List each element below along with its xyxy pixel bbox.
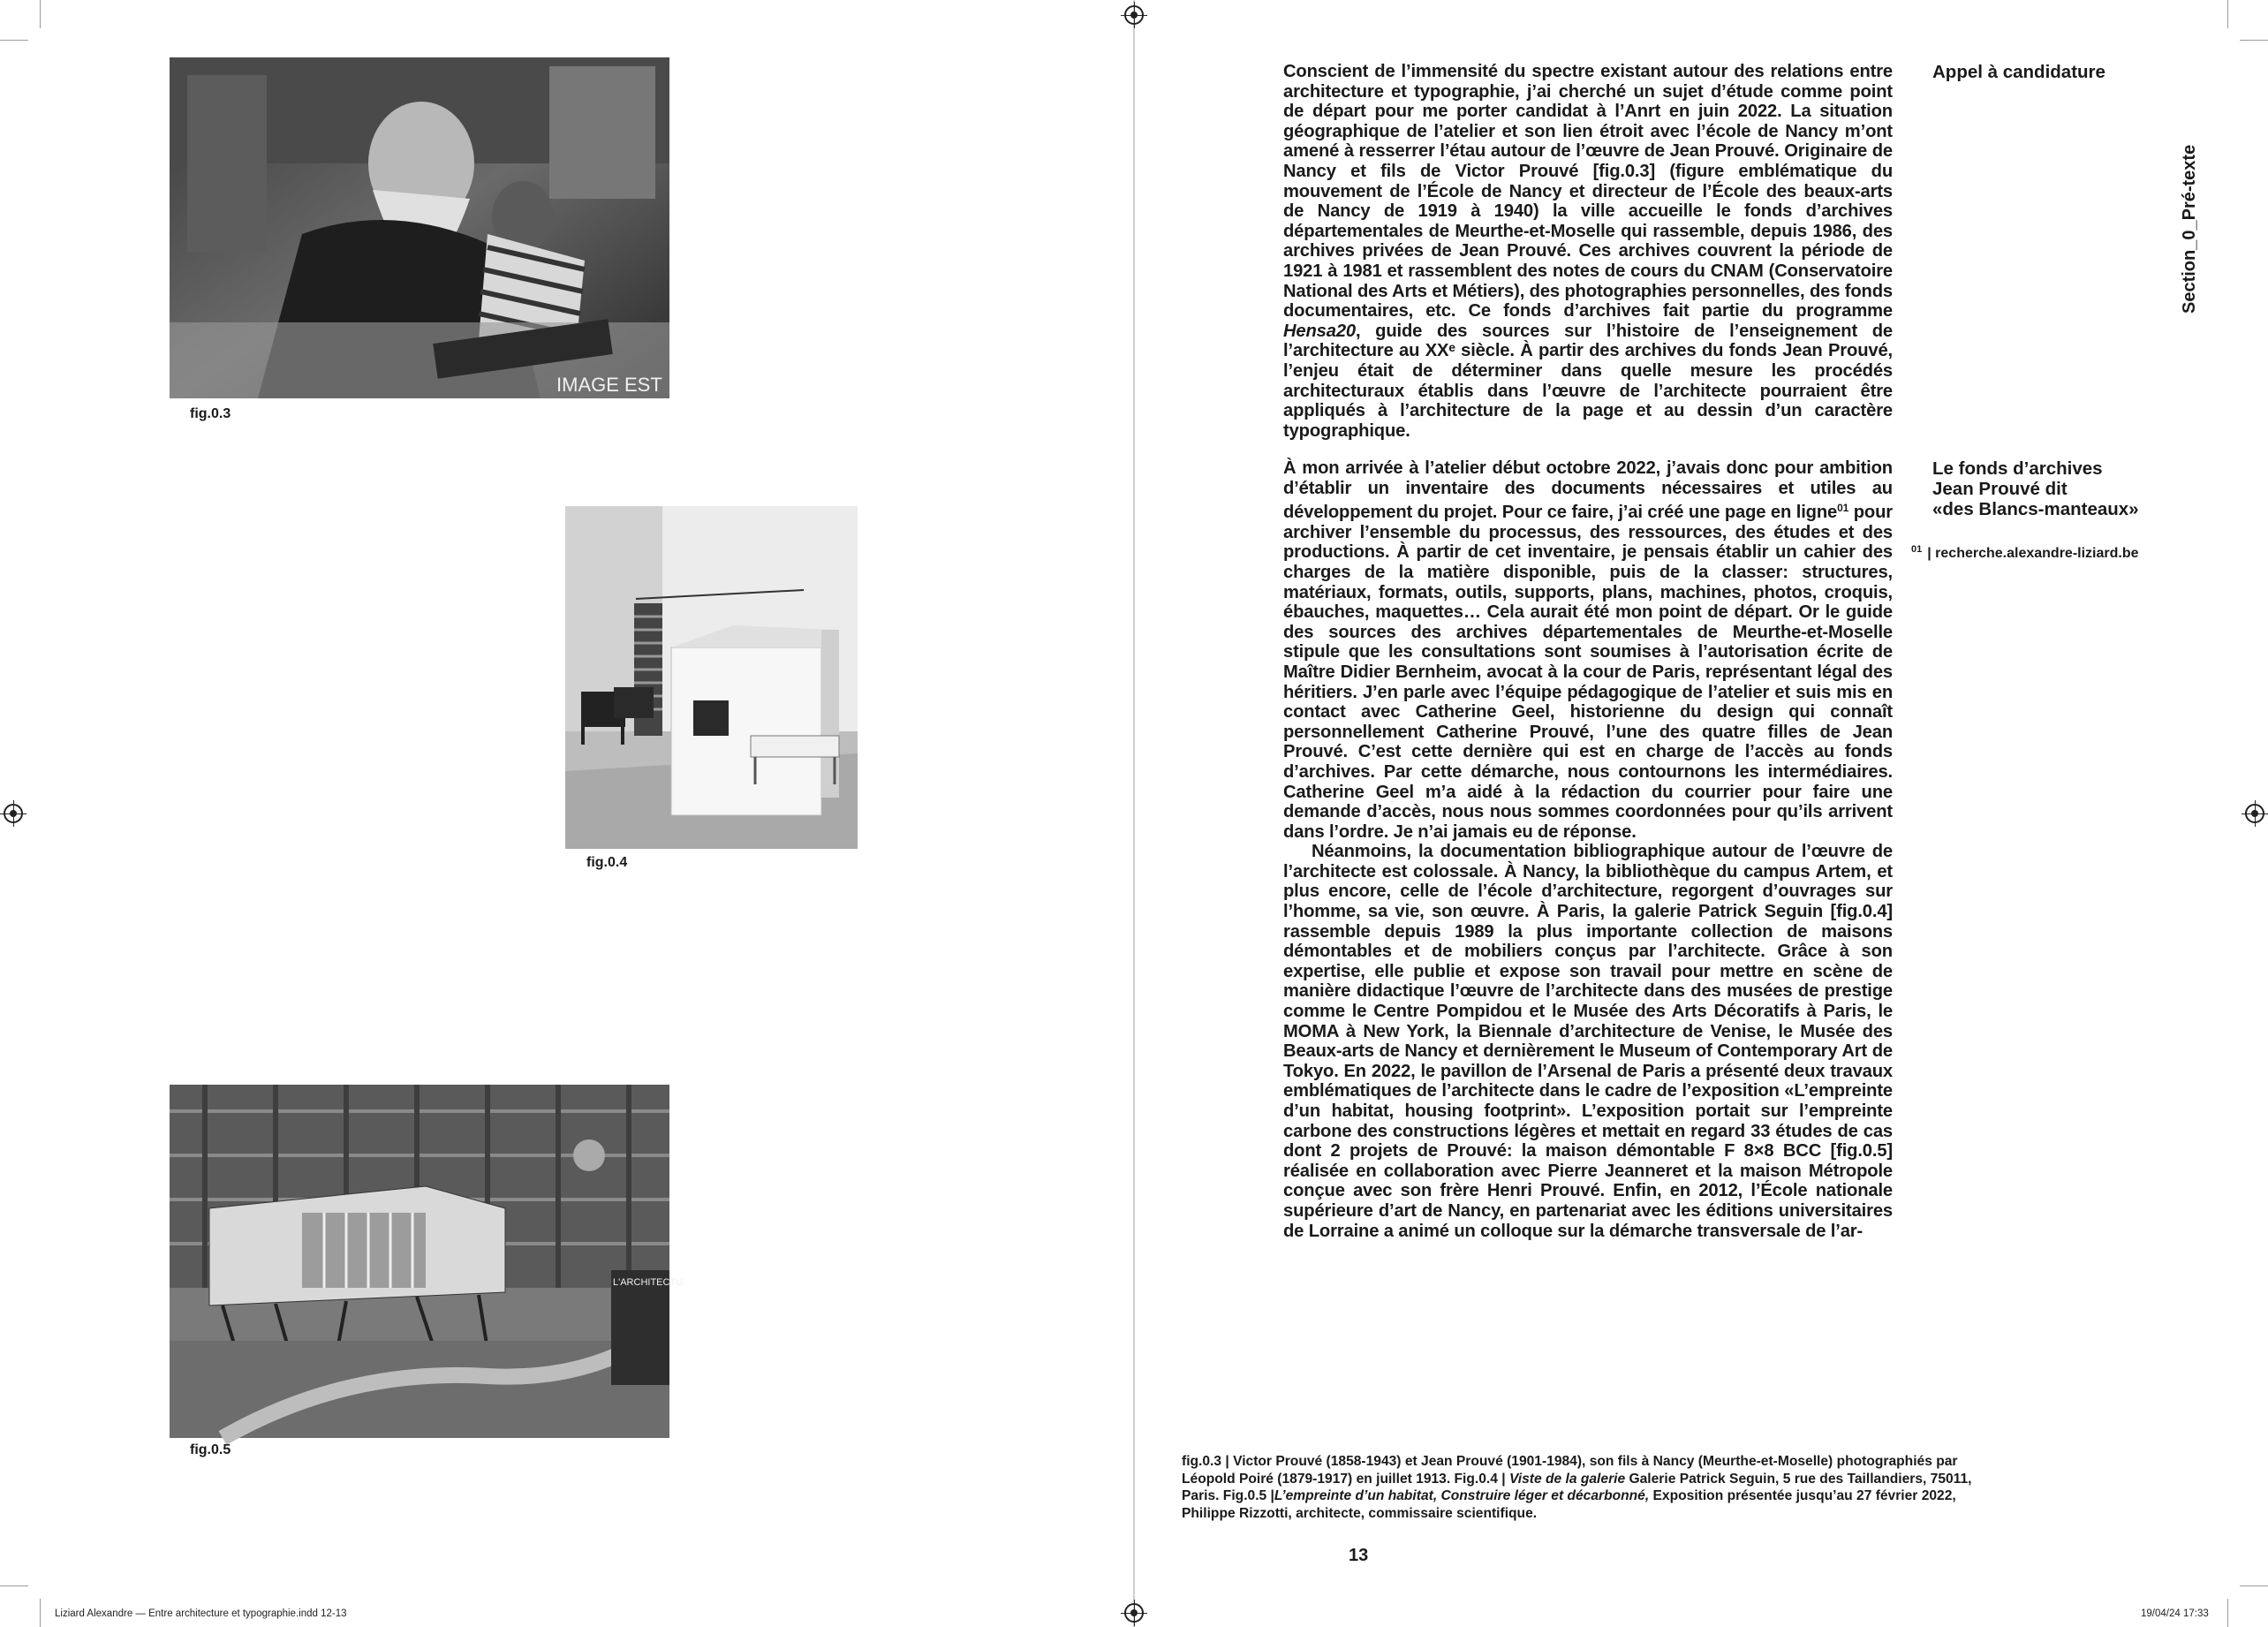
figure-photo-victor-jean-prouve [170,57,669,398]
footnote: $^{01}$ | recherche.alexandre-liziard.be [1911,544,2139,561]
figure-caption: fig.0.3 | Victor Prouvé (1858-1943) et Jean Prouvé (1901-1984), son fils à Nancy (Meurthe-et-Moselle) photographiés par Léopold Poiré (1879-1917) en juillet 1913. Fig.0.4 | Viste de la galerie Galerie Patrick Seguin, 5 rue des Taillandiers, 75011, Paris. Fig.0.5 |L’empreinte d’un habitat, Construire léger et décarbonné, Exposition présentée jusqu’au 27 février 2022, Philippe Rizzotti, architecte, commissaire scientifique. [1182,1454,1972,1521]
crop-mark [40,1599,41,1627]
crop-mark [2240,40,2268,41]
crop-mark [0,1585,28,1586]
registration-mark-icon [4,804,23,823]
figure-photo-maison-demontable [170,1085,684,1438]
figure-photo-galerie-seguin [565,506,858,849]
crop-mark [2240,1585,2268,1586]
figure-label: fig.0.3 [190,406,231,421]
sidenote-fonds: Le fonds d’archives Jean Prouvé dit «des Blancs-manteaux» [1932,458,2139,519]
figure-label: fig.0.4 [586,855,628,870]
body-paragraph-2: À mon arrivée à l’atelier début octobre 2022, j’avais donc pour ambition d’établir un inventaire des documents nécessaires et utiles au développement du projet. Pour ce faire, j’ai créé une page en ligne$^{01}$ pour archiver l’ensemble du processus, des ressources, des études et des productions. À partir de cet inventaire, je pensais établir un cahier des charges de la matière disponible, puis de la classer: structures, matériaux, formats, outils, supports, plans, machines, photos, croquis, ébauches, maquettes… Cela aurait été mon point de départ. Or le guide des sources des archives départementales de Meurthe-et-Moselle stipule que les consultations sont soumises à l’autorisation écrite de Maître Didier Bernheim, avocat à la cour de Paris, représentant légal des héritiers. J’en parle avec l’équipe pédagogique de l’atelier et suis mis en contact avec Catherine Geel, historienne du design qui connaît personnellement Catherine Prouvé, l’une des quatre filles de Jean Prouvé. C’est cette dernière qui est en charge de l’accès au fonds d’archives. Par cette démarche, nous contournons les intermédiaires. Catherine Geel m’a aidé à la rédaction du courrier pour faire une demande d’accès, nous nous sommes coordonnées pour qu’ils arrivent dans l’ordre. Je n’ai jamais eu de réponse. Néanmoins, la documentation bibliographique autour de l’œuvre de l’architecte est colossale. À Nancy, la bibliothèque du campus Artem, et plus encore, celle de l’école d’architecture, regorgent d’ouvrages sur l’homme, sa vie, son œuvre. À Paris, la galerie Patrick Seguin [fig.0.4] rassemble depuis 1989 la plus importante collection de maisons démontables et de mobiliers conçus par l’architecte. Grâce à son expertise, elle publie et expose son travail pour mettre en scène de manière didactique l’œuvre de l’architecte dans des musées de prestige comme le Centre Pompidou et le Musée des Arts Décoratifs à Paris, le MOMA à New York, la Biennale d’architecture de Venise, le Musée des Beaux-arts de Nancy et dernièrement le Museum of Contemporary Art de Tokyo. En 2022, le pavillon de l’Arsenal de Paris a présenté deux travaux emblématiques de l’architecte dans le cadre de l’exposition «L’empreinte d’un habitat, housing footprint». L’exposition portait sur l’empreinte carbone des constructions légères et mettait en regard 33 études de cas dont 2 projets de Prouvé: la maison démontable F 8×8 BCC [fig.0.5] réalisée en collaboration avec Pierre Jeanneret et la maison Métropole conçue avec son frère Henri Prouvé. Enfin, en 2012, l’École nationale supérieure d’art de Nancy, en partenariat avec les éditions universitaires de Lorraine a animé un colloque sur la démarche transversale de l’ar- [1283,458,1893,1241]
registration-mark-icon [1124,5,1144,25]
registration-mark-icon [1124,1603,1144,1623]
section-tab: Section_0_Pré-texte [2180,144,2199,314]
slug-right: 19/04/24 17:33 [2141,1608,2209,1619]
page-number: 13 [1349,1546,1369,1565]
crop-mark [0,40,28,41]
body-paragraph-1: Conscient de l’immensité du spectre existant autour des relations entre architecture et typographie, j’ai cherché un sujet d’étude comme point de départ pour me porter candidat à l’Anrt en juin 2022. La situation géographique de l’atelier et son lien étroit avec l’école de Nancy m’ont amené à resserrer l’étau autour de l’œuvre de Jean Prouvé. Originaire de Nancy et fils de Victor Prouvé [fig.0.3] (figure emblématique du mouvement de l’École de Nancy et directeur de l’École des beaux-arts de Nancy de 1919 à 1940) la ville accueille le fonds d’archives départementales de Meurthe-et-Moselle qui rassemble, depuis 1986, des archives privées de Jean Prouvé. Ces archives couvrent la période de 1921 à 1981 et rassemblent des notes de cours du CNAM (Conservatoire National des Arts et Métiers), des photographies personnelles, des fonds documentaires, etc. Ce fonds d’archives fait partie du programme Hensa20, guide des sources sur l’histoire de l’enseignement de l’architecture au XXᵉ siècle. À partir des archives du fonds Jean Prouvé, l’enjeu était de déterminer dans quelle mesure les procédés architecturaux établis dans l’œuvre de l’architecte pourraient être appliqués à l’architecture de la page et au dessin d’un caractère typographique. [1283,62,1893,441]
crop-mark [2227,1599,2228,1627]
crop-mark [2227,0,2228,28]
crop-mark [40,0,41,28]
figure-label: fig.0.5 [190,1442,231,1457]
sign-text: L'ARCHITECTU [613,1277,684,1288]
body-paragraph-3: Néanmoins, la documentation bibliographique autour de l’œuvre de l’architecte est colossale. À Nancy, la bibliothèque du campus Artem, et plus encore, celle de l’école d’architecture, regorgent d’ouvrages sur l’homme, sa vie, son œuvre. À Paris, la galerie Patrick Seguin [fig.0.4] rassemble depuis 1989 la plus importante collection de maisons démontables et de mobiliers conçus par l’architecte. Grâce à son expertise, elle publie et expose son travail pour mettre en scène de manière didactique l’œuvre de l’architecte dans des musées de prestige comme le Centre Pompidou et le Musée des Arts Décoratifs à Paris, le MOMA à New York, la Biennale d’architecture de Venise, le Musée des Beaux-arts de Nancy et dernièrement le Museum of Contemporary Art de Tokyo. En 2022, le pavillon de l’Arsenal de Paris a présenté deux travaux emblématiques de l’architecte dans le cadre de l’exposition «L’empreinte d’un habitat, housing footprint». L’exposition portait sur l’empreinte carbone des constructions légères et mettait en regard 33 études de cas dont 2 projets de Prouvé: la maison démontable F 8×8 BCC [fig.0.5] réalisée en collaboration avec Pierre Jeanneret et la maison Métropole conçue avec son frère Henri Prouvé. Enfin, en 2012, l’École nationale supérieure d’art de Nancy, en partenariat avec les éditions universitaires de Lorraine a animé un colloque sur la démarche transversale de l’ar- [1283,842,1893,1241]
registration-mark-icon [2245,804,2264,823]
slug-left: Liziard Alexandre — Entre architecture et typographie.indd 12-13 [55,1608,347,1619]
page-fold [1133,0,1135,1627]
sidenote-appel: Appel à candidature [1932,62,2105,82]
watermark-text: IMAGE EST [556,374,662,396]
